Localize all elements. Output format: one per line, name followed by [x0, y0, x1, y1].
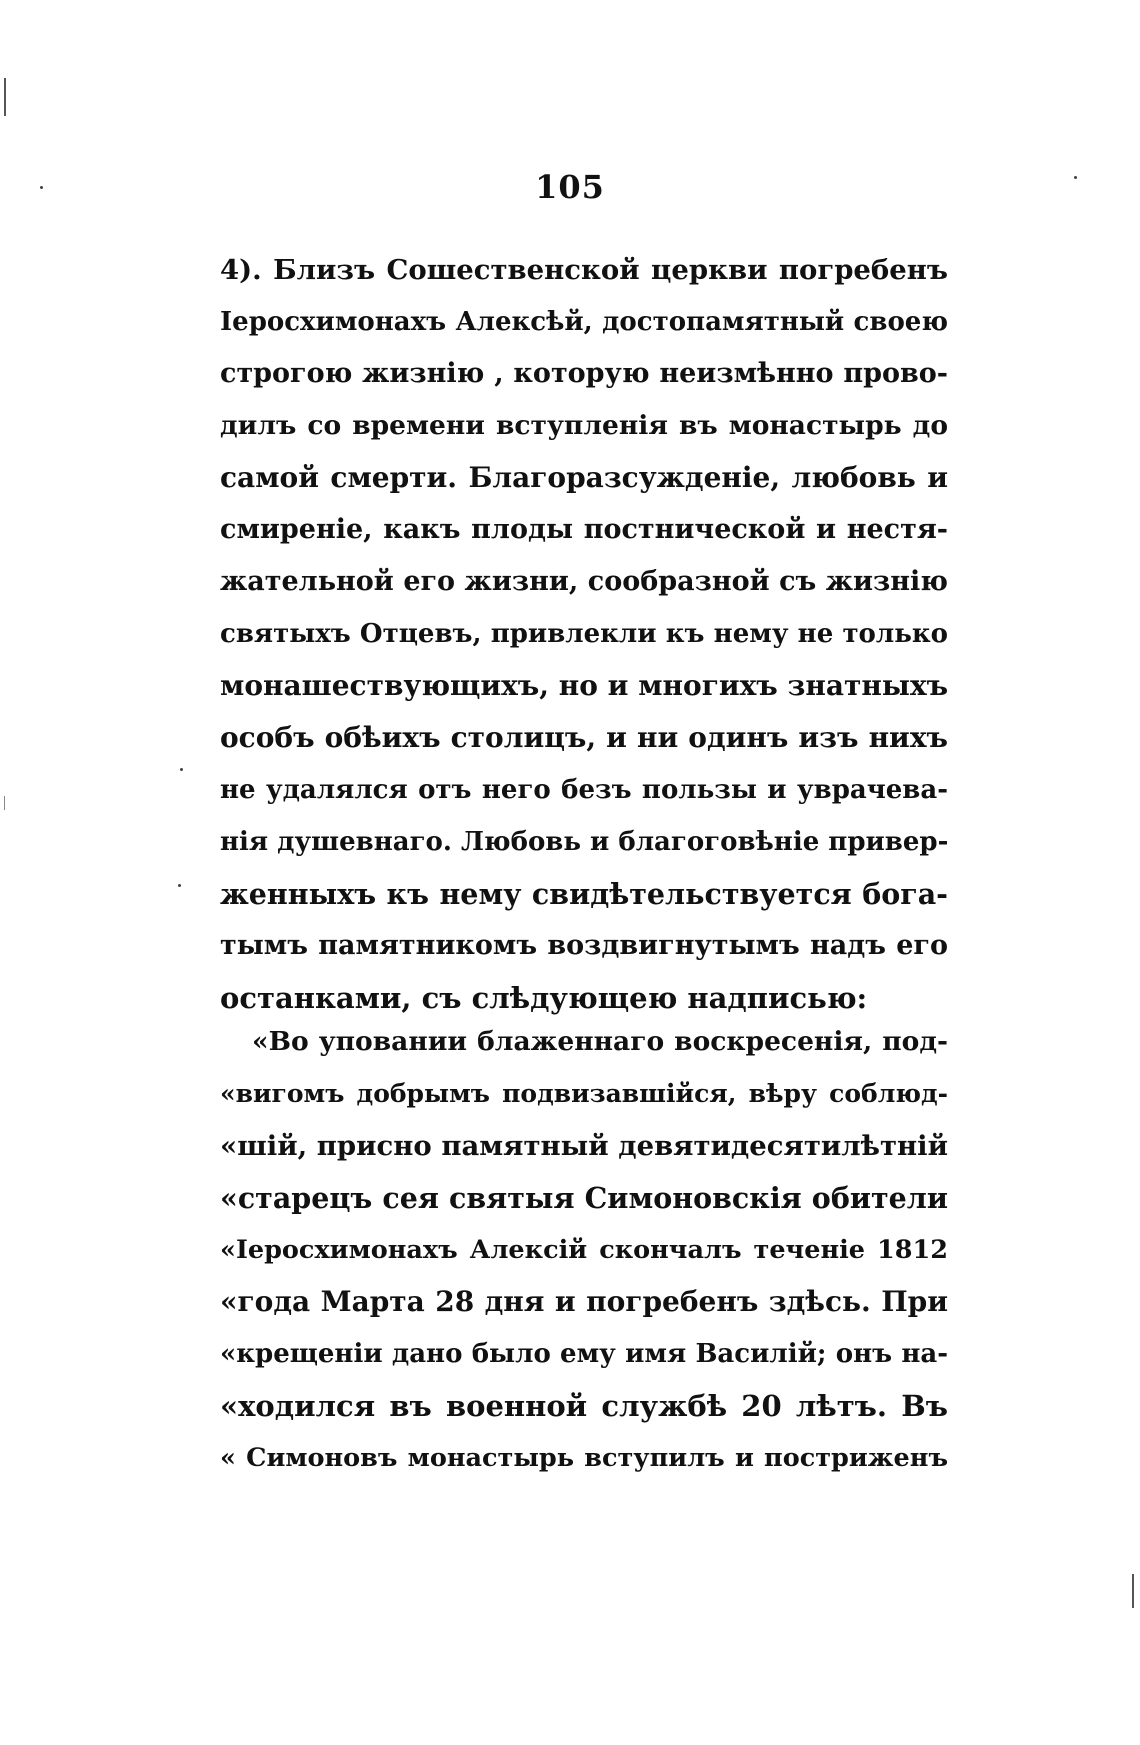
text-line: жательной его жизни, сообразной съ жизнію: [220, 566, 948, 597]
page-number: 105: [535, 168, 605, 206]
inscription-line: «года Марта 28 дня и погребенъ здѣсь. При: [220, 1285, 948, 1318]
inscription-line: «Во уповании блаженнаго воскресенія, под-: [252, 1026, 948, 1057]
inscription-line: «старецъ сея святыя Симоновскія обители: [220, 1181, 948, 1215]
text-line: Іеросхимонахъ Алексѣй, достопамятный своею: [220, 307, 948, 337]
inscription-line: «крещеніи дано было ему имя Василій; онъ на-: [220, 1339, 948, 1369]
scan-edge-mark: [1132, 1574, 1134, 1608]
text-line: 4). Близъ Сошественской церкви погребенъ: [220, 254, 948, 286]
text-line: смиреніе, какъ плоды постнической и нестя-: [220, 514, 948, 545]
scan-speck: [180, 768, 183, 771]
text-line: дилъ со времени вступленія въ монастырь до: [220, 410, 948, 441]
scan-edge-mark: [4, 796, 5, 810]
text-line: нія душевнаго. Любовь и благоговѣніе привер-: [220, 827, 949, 857]
text-line: особъ обѣихъ столицъ, и ни одинъ изъ нихъ: [220, 721, 948, 754]
text-line: тымъ памятникомъ воздвигнутымъ надъ его: [220, 930, 948, 961]
text-line: женныхъ къ нему свидѣтельствуется бога-: [220, 877, 948, 911]
main-paragraph: [220, 244, 948, 1024]
inscription-line: «вигомъ добрымъ подвизавшійся, вѣру соблюд-: [220, 1079, 948, 1108]
inscription-quote: [220, 1016, 948, 1484]
text-line: останками, съ слѣдующею надписью:: [220, 981, 868, 1015]
text-line: строгою жизнію , которую неизмѣнно прово-: [220, 358, 948, 389]
text-line: монашествующихъ, но и многихъ знатныхъ: [220, 669, 949, 702]
inscription-line: « Симоновъ монастырь вступилъ и постриженъ: [220, 1443, 948, 1473]
scan-edge-mark: [4, 78, 6, 116]
text-line: самой смерти. Благоразсужденіе, любовь и: [220, 461, 948, 494]
text-line: святыхъ Отцевъ, привлекли къ нему не только: [220, 619, 948, 649]
inscription-line: «ходился въ военной службѣ 20 лѣтъ. Въ: [220, 1389, 948, 1423]
scan-speck: [178, 884, 181, 887]
text-line: не удалялся отъ него безъ пользы и уврачева-: [220, 775, 948, 805]
inscription-line: «Іеросхимонахъ Алексій скончалъ теченіе 1812: [220, 1235, 948, 1265]
inscription-line: «шій, присно памятный девятидесятилѣтній: [220, 1130, 948, 1162]
